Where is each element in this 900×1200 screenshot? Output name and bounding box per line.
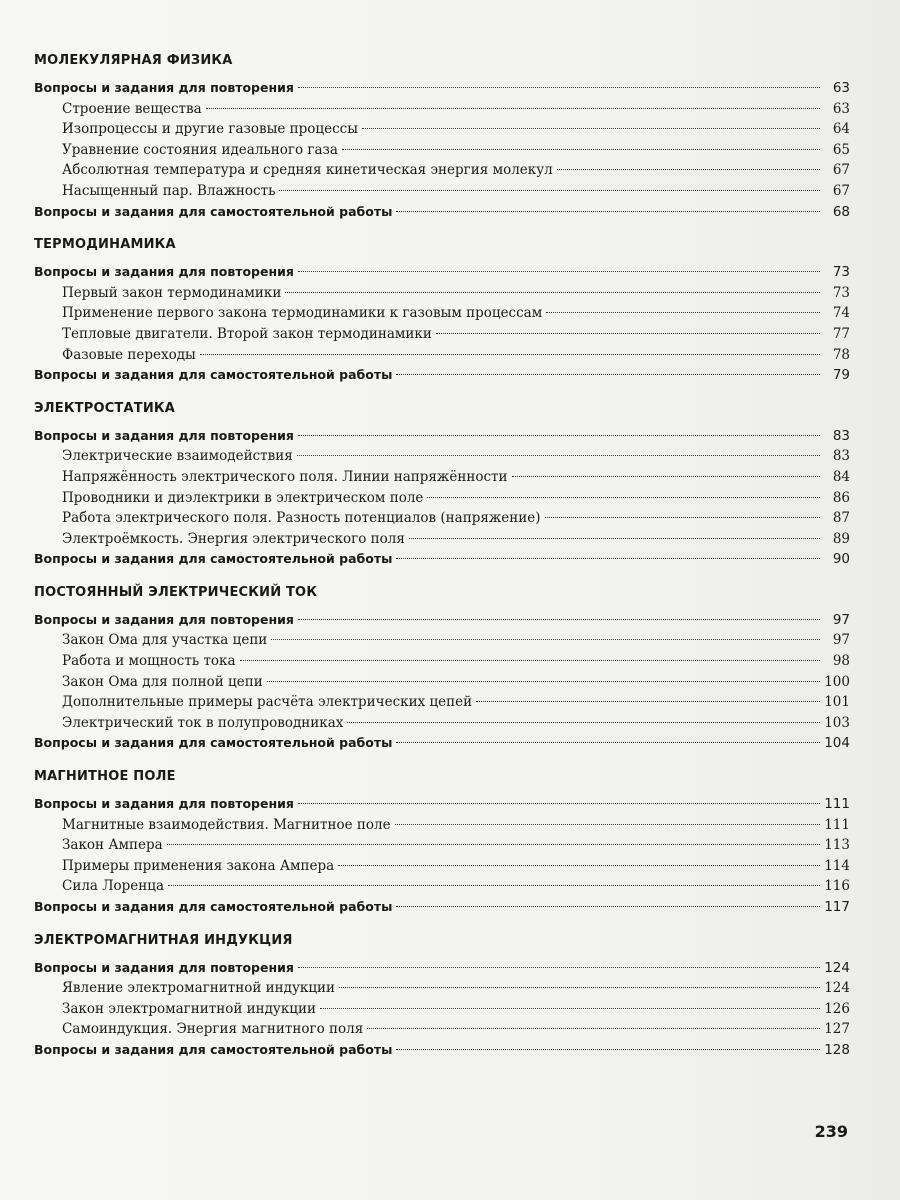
dot-leader xyxy=(298,271,820,272)
toc-entry-page: 97 xyxy=(832,611,850,628)
review-questions-entry xyxy=(34,78,850,99)
toc-section xyxy=(34,236,850,386)
toc-entry-label: Магнитные взаимодействия. Магнитное поле xyxy=(62,816,391,833)
dot-leader xyxy=(396,374,820,375)
dot-leader xyxy=(297,455,820,456)
toc-entry-label: Закон Ампера xyxy=(62,837,163,854)
toc-entry-page: 111 xyxy=(824,796,850,813)
toc-entry-page: 86 xyxy=(832,489,850,506)
dot-leader xyxy=(367,1028,820,1029)
toc-entry-label: Работа электрического поля. Разность потенциалов (напряжение) xyxy=(62,510,541,527)
toc-entry-page: 97 xyxy=(832,632,850,649)
toc-entry-label: Электроёмкость. Энергия электрического поля xyxy=(62,530,405,547)
dot-leader xyxy=(298,803,820,804)
toc-subentry xyxy=(34,978,850,999)
dot-leader xyxy=(298,967,820,968)
toc-entry-label: Вопросы и задания для повторения xyxy=(34,959,294,975)
toc-entry-page: 111 xyxy=(824,816,850,833)
toc-entry-page: 98 xyxy=(832,653,850,670)
toc-entry-label: Первый закон термодинамики xyxy=(62,284,282,301)
toc-entry-page: 90 xyxy=(832,551,850,568)
toc-subentry xyxy=(34,630,850,651)
independent-work-entry xyxy=(34,549,850,570)
toc-subentry xyxy=(34,99,850,120)
toc-entry-page: 63 xyxy=(832,100,850,117)
toc-entry-label: Напряжённость электрического поля. Линии напряжённости xyxy=(62,468,508,485)
toc-entry-label: Работа и мощность тока xyxy=(62,653,236,670)
toc-entry-label: Вопросы и задания для повторения xyxy=(34,80,294,95)
toc-subentry xyxy=(34,672,850,693)
dot-leader xyxy=(347,722,820,723)
toc-entry-label: Строение вещества xyxy=(62,100,202,117)
dot-leader xyxy=(339,987,820,988)
independent-work-entry xyxy=(34,733,850,754)
toc-entry-page: 65 xyxy=(832,141,850,158)
toc-subentry xyxy=(34,692,850,713)
review-questions-entry xyxy=(34,794,850,815)
toc-subentry xyxy=(34,119,850,140)
toc-subentry xyxy=(34,876,850,897)
toc-entry-label: Закон Ома для участка цепи xyxy=(62,632,268,649)
dot-leader xyxy=(409,538,820,539)
toc-section xyxy=(34,768,850,918)
section-title: ЭЛЕКТРОМАГНИТНАЯ ИНДУКЦИЯ xyxy=(34,932,293,948)
toc-entry-page: 126 xyxy=(824,1000,850,1017)
dot-leader xyxy=(271,639,820,640)
toc-entry-label: Вопросы и задания для самостоятельной работы xyxy=(34,735,393,751)
toc-section xyxy=(34,52,850,222)
toc-entry-page: 67 xyxy=(832,162,850,179)
toc-subentry xyxy=(34,181,850,202)
toc-subentry xyxy=(34,856,850,877)
page-number: 239 xyxy=(814,1122,848,1141)
toc-entry-label: Вопросы и задания для самостоятельной работы xyxy=(34,367,393,383)
toc-entry-page: 117 xyxy=(824,899,850,915)
toc-entry-page: 67 xyxy=(832,182,850,199)
toc-entry-page: 124 xyxy=(824,959,850,976)
toc-entry-page: 114 xyxy=(824,857,850,874)
toc-entry-label: Закон электромагнитной индукции xyxy=(62,1000,316,1017)
section-title: ТЕРМОДИНАМИКА xyxy=(34,237,176,253)
toc-entry-label: Вопросы и задания для повторения xyxy=(34,264,294,280)
dot-leader xyxy=(396,742,820,743)
toc-subentry xyxy=(34,467,850,488)
dot-leader xyxy=(279,190,820,191)
toc-entry-label: Закон Ома для полной цепи xyxy=(62,673,263,690)
toc-entry-page: 89 xyxy=(832,530,850,547)
independent-work-entry xyxy=(34,897,850,918)
independent-work-entry xyxy=(34,365,850,386)
independent-work-entry xyxy=(34,202,850,223)
toc-entry-page: 83 xyxy=(832,448,850,465)
toc-subentry xyxy=(34,508,850,529)
toc-entry-page: 100 xyxy=(824,673,850,690)
toc-entry-page: 77 xyxy=(832,325,850,342)
toc-subentry xyxy=(34,283,850,304)
toc-entry-page: 79 xyxy=(832,367,850,384)
toc-entry-label: Самоиндукция. Энергия магнитного поля xyxy=(62,1021,364,1038)
toc-entry-page: 128 xyxy=(824,1041,850,1058)
toc-entry-page: 127 xyxy=(824,1021,850,1038)
review-questions-entry xyxy=(34,958,850,979)
toc-entry-page: 68 xyxy=(832,203,850,220)
toc-entry-label: Применение первого закона термодинамики к газовым процессам xyxy=(62,305,543,322)
toc-entry-label: Вопросы и задания для повторения xyxy=(34,611,294,627)
toc-entry-page: 87 xyxy=(832,510,850,527)
toc-subentry xyxy=(34,1019,850,1040)
dot-leader xyxy=(396,558,820,559)
toc-entry-label: Вопросы и задания для повторения xyxy=(34,796,294,812)
toc-entry-label: Вопросы и задания для самостоятельной работы xyxy=(34,1041,393,1057)
toc-entry-label: Электрические взаимодействия xyxy=(62,448,293,465)
toc-entry-page: 124 xyxy=(824,980,850,997)
toc-entry-label: Электрический ток в полупроводниках xyxy=(62,714,344,731)
toc-subentry xyxy=(34,651,850,672)
dot-leader xyxy=(512,476,821,477)
dot-leader xyxy=(267,681,820,682)
dot-leader xyxy=(396,1049,820,1050)
toc-entry-label: Явление электромагнитной индукции xyxy=(62,980,336,997)
toc-entry-page: 101 xyxy=(824,694,850,711)
dot-leader xyxy=(395,824,820,825)
toc-subentry xyxy=(34,345,850,366)
toc-subentry xyxy=(34,446,850,467)
toc-entry-label: Дополнительные примеры расчёта электрических цепей xyxy=(62,694,473,711)
dot-leader xyxy=(240,660,820,661)
toc-entry-label: Насыщенный пар. Влажность xyxy=(62,182,276,199)
dot-leader xyxy=(338,865,820,866)
toc-entry-label: Проводники и диэлектрики в электрическом поле xyxy=(62,489,424,506)
independent-work-entry xyxy=(34,1040,850,1061)
dot-leader xyxy=(362,128,820,129)
toc-entry-page: 74 xyxy=(832,305,850,322)
section-title: ЭЛЕКТРОСТАТИКА xyxy=(34,400,175,416)
toc-entry-label: Примеры применения закона Ампера xyxy=(62,857,335,874)
toc-entry-label: Уравнение состояния идеального газа xyxy=(62,141,338,158)
toc-entry-label: Фазовые переходы xyxy=(62,346,196,363)
dot-leader xyxy=(298,87,820,88)
dot-leader xyxy=(298,435,820,436)
dot-leader xyxy=(206,108,820,109)
toc-entry-page: 73 xyxy=(832,284,850,301)
dot-leader xyxy=(168,885,820,886)
section-title: МАГНИТНОЕ ПОЛЕ xyxy=(34,769,176,785)
dot-leader xyxy=(167,844,820,845)
toc-section xyxy=(34,932,850,1061)
dot-leader xyxy=(396,211,820,212)
toc-entry-page: 104 xyxy=(824,735,850,752)
dot-leader xyxy=(396,906,820,907)
dot-leader xyxy=(545,517,820,518)
review-questions-entry xyxy=(34,610,850,631)
toc-entry-label: Вопросы и задания для самостоятельной работы xyxy=(34,899,393,914)
toc-entry-label: Абсолютная температура и средняя кинетическая энергия молекул xyxy=(62,162,553,179)
toc-subentry xyxy=(34,835,850,856)
toc-section xyxy=(34,584,850,754)
dot-leader xyxy=(342,149,820,150)
review-questions-entry xyxy=(34,426,850,447)
toc-subentry xyxy=(34,160,850,181)
toc-section xyxy=(34,400,850,570)
table-of-contents xyxy=(34,52,850,1075)
toc-subentry xyxy=(34,324,850,345)
dot-leader xyxy=(427,497,820,498)
toc-subentry xyxy=(34,529,850,550)
toc-entry-page: 78 xyxy=(832,346,850,363)
toc-entry-page: 73 xyxy=(832,264,850,281)
toc-entry-label: Вопросы и задания для самостоятельной работы xyxy=(34,203,393,219)
toc-entry-label: Вопросы и задания для повторения xyxy=(34,427,294,443)
review-questions-entry xyxy=(34,262,850,283)
toc-entry-page: 83 xyxy=(832,427,850,444)
dot-leader xyxy=(200,354,820,355)
toc-subentry xyxy=(34,488,850,509)
section-title: ПОСТОЯННЫЙ ЭЛЕКТРИЧЕСКИЙ ТОК xyxy=(34,584,318,600)
toc-entry-page: 84 xyxy=(832,468,850,485)
dot-leader xyxy=(557,169,820,170)
toc-entry-label: Вопросы и задания для самостоятельной работы xyxy=(34,551,393,567)
toc-entry-page: 116 xyxy=(824,878,850,895)
toc-entry-label: Сила Лоренца xyxy=(62,878,164,895)
toc-subentry xyxy=(34,815,850,836)
toc-entry-label: Тепловые двигатели. Второй закон термодинамики xyxy=(62,325,432,342)
dot-leader xyxy=(298,619,820,620)
toc-subentry xyxy=(34,303,850,324)
dot-leader xyxy=(320,1008,820,1009)
dot-leader xyxy=(546,312,820,313)
dot-leader xyxy=(436,333,820,334)
toc-subentry xyxy=(34,999,850,1020)
toc-entry-page: 113 xyxy=(824,837,850,854)
toc-subentry xyxy=(34,140,850,161)
toc-subentry xyxy=(34,713,850,734)
toc-entry-page: 63 xyxy=(832,80,850,96)
dot-leader xyxy=(285,292,820,293)
toc-entry-label: Изопроцессы и другие газовые процессы xyxy=(62,121,358,138)
dot-leader xyxy=(476,701,820,702)
toc-entry-page: 103 xyxy=(824,714,850,731)
toc-entry-page: 64 xyxy=(832,121,850,138)
section-title: МОЛЕКУЛЯРНАЯ ФИЗИКА xyxy=(34,53,233,68)
